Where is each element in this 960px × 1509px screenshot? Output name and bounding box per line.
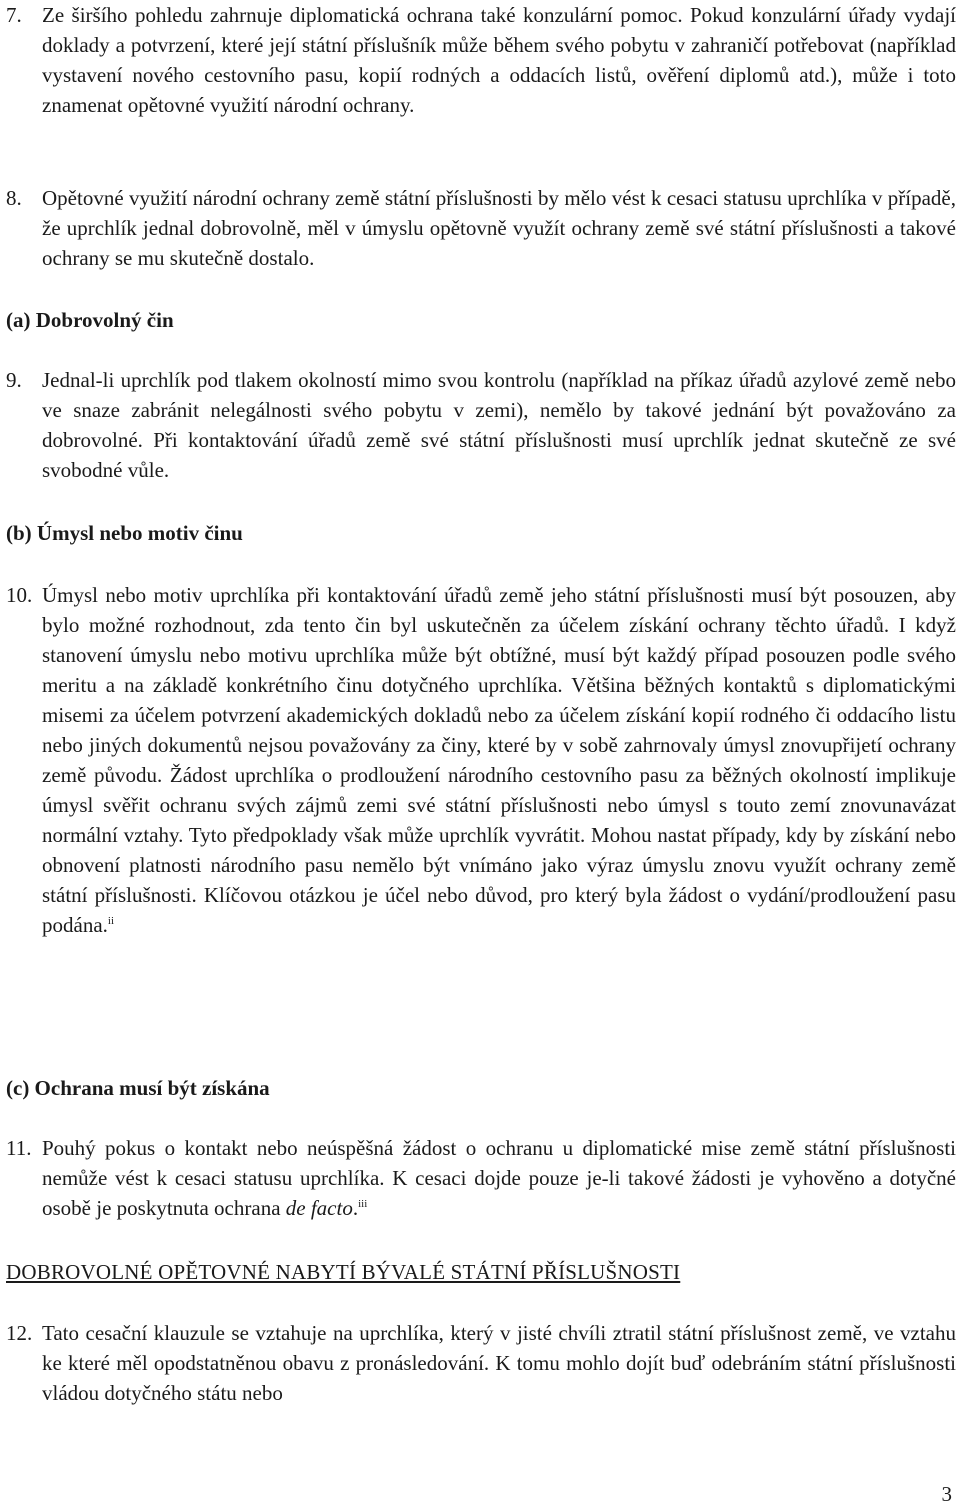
paragraph-9 (6, 365, 956, 485)
paragraph-10 (6, 580, 956, 940)
paragraph-body: Pouhý pokus o kontakt nebo neúspěšná žádost o ochranu u diplomatické mise země státní příslušnosti nemůže vést k cesaci statusu uprchlíka. K cesaci dojde pouze je-li takové žádosti je vyhověno a dotyčné osobě je poskytnuta ochrana (42, 1136, 956, 1220)
paragraph-number: 12. (6, 1321, 33, 1345)
paragraph-number: 7. (6, 3, 22, 27)
section-heading-c: (c) Ochrana musí být získána (6, 1076, 270, 1100)
paragraph-end: . (352, 1196, 359, 1220)
paragraph-7 (6, 0, 956, 120)
paragraph-number: 10. (6, 583, 33, 607)
paragraph-8 (6, 183, 956, 273)
page-number: 3 (941, 1482, 952, 1506)
paragraph-text: Tato cesační klauzule se vztahuje na uprchlíka, který v jisté chvíli ztratil státní příslušnost země, ve vztahu ke které měl opodstatněnou obavu z pronásledování. K tomu mohlo dojít buď odebráním státní příslušnosti vládou dotyčného státu nebo (42, 1321, 956, 1405)
paragraph-body: Úmysl nebo motiv uprchlíka při kontaktování úřadů země jeho státní příslušnosti musí být posouzen, aby bylo možné rozhodnout, zda tento čin byl uskutečněn za účelem získání ochrany těchto úřadů. I když stanovení úmyslu nebo motivu uprchlíka může být obtížné, musí být každý případ posouzen podle svého meritu a na základě konkrétního činu dotyčného uprchlíka. Většina běžných kontaktů s diplomatickými misemi za účelem potvrzení akademických dokladů nebo za účelem získání kopií rodného či oddacího listu nebo jiných dokumentů nejsou považovány za činy, které by v sobě zahrnovaly úmysl znovupřijetí ochrany země původu. Žádost uprchlíka o prodloužení národního cestovního pasu za běžných okolností implikuje úmysl svěřit ochranu svých zájmů zemi své státní příslušnosti nebo úmysl s touto zemí znovunavázat normální vztahy. Tyto předpoklady však může uprchlík vyvrátit. Mohou nastat případy, kdy by získání nebo obnovení platnosti národního pasu nemělo být vnímáno jako výraz úmyslu znovu využít ochrany země státní příslušnosti. Klíčovou otázkou je účel nebo důvod, pro který byla žádost o vydání/prodloužení pasu podána. (42, 583, 956, 937)
section-heading-a: (a) Dobrovolný čin (6, 308, 174, 332)
paragraph-text: Ze širšího pohledu zahrnuje diplomatická ochrana také konzulární pomoc. Pokud konzulární úřady vydají doklady a potvrzení, které její státní příslušník může během svého pobytu v zahraničí potřebovat (například vystavení nového cestovního pasu, kopií rodných a oddacích listů, ověření diplomů atd.), může i toto znamenat opětovné využití národní ochrany. (42, 3, 956, 117)
paragraph-number: 9. (6, 368, 22, 392)
section-heading-b: (b) Úmysl nebo motiv činu (6, 521, 243, 545)
paragraph-text: Jednal-li uprchlík pod tlakem okolností mimo svou kontrolu (například na příkaz úřadů azylové země nebo ve snaze zabránit nelegálnosti svého pobytu v zemi), nemělo by takové jednání být považováno za dobrovolné. Při kontaktování úřadů země své státní příslušnosti musí uprchlík jednat skutečně ze své svobodné vůle. (42, 368, 956, 482)
italic-term: de facto (285, 1196, 353, 1220)
paragraph-number: 11. (6, 1136, 32, 1160)
paragraph-text (42, 580, 956, 940)
footnote-ref[interactable]: iii (358, 1198, 368, 1210)
paragraph-text: Opětovné využití národní ochrany země státní příslušnosti by mělo vést k cesaci statusu uprchlíka v případě, že uprchlík jednal dobrovolně, měl v úmyslu opětovně využít ochrany země své státní příslušnosti a takové ochrany se mu skutečně dostalo. (42, 186, 956, 270)
chapter-heading: DOBROVOLNÉ OPĚTOVNÉ NABYTÍ BÝVALÉ STÁTNÍ PŘÍSLUŠNOSTI (6, 1260, 681, 1284)
paragraph-11 (6, 1133, 956, 1223)
paragraph-12 (6, 1318, 956, 1408)
footnote-ref[interactable]: ii (107, 915, 115, 927)
paragraph-number: 8. (6, 186, 22, 210)
paragraph-text (42, 1133, 956, 1223)
